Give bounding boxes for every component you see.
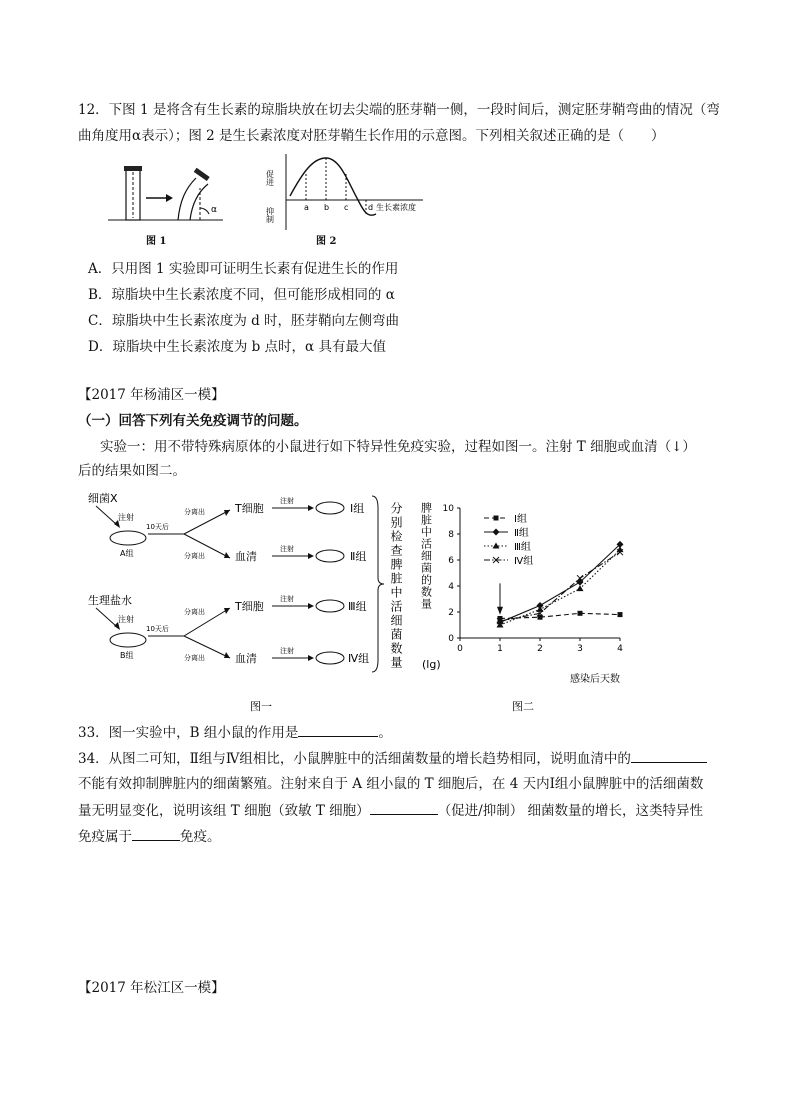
q12-stem-line1: 12．下图 1 是将含有生长素的琼脂块放在切去尖端的胚芽鞘一侧，一段时间后，测定胚芽鞘弯曲的情况（弯 — [78, 102, 720, 118]
chart-ytick-label: 10 — [442, 504, 454, 514]
mouse-group3-icon — [316, 600, 344, 612]
q12-option-b: B．琼脂块中生长素浓度不同，但可能形成相同的 α — [88, 287, 395, 303]
section1-intro-line1: 实验一：用不带特殊病原体的小鼠进行如下特异性免疫实验，过程如图一。注射 T 细胞或血清（↓） — [100, 439, 696, 455]
q33-prefix: 33．图一实验中，B 组小鼠的作用是 — [78, 725, 299, 741]
mouse-group1-icon — [316, 502, 344, 514]
q12-fig1-caption: 图 1 — [146, 236, 167, 247]
group2-label: Ⅱ组 — [350, 550, 367, 563]
t-cell-label-2: T细胞 — [235, 600, 264, 613]
chart-xlabel: 感染后天数 — [570, 674, 620, 685]
fig2-tick-b: b — [324, 203, 330, 212]
q12-fig2-caption: 图 2 — [316, 236, 337, 247]
t-cell-label-1: T细胞 — [235, 502, 264, 515]
chart-xtick-label: 4 — [617, 644, 623, 654]
q33-answer-blank[interactable] — [298, 722, 378, 737]
fig2-tick-d: d — [368, 203, 374, 212]
injection-arrow-head — [497, 607, 503, 615]
legend-label-2: Ⅱ组 — [514, 528, 529, 539]
inject-label-1: 注射 — [280, 497, 294, 505]
inject-label-a: 注射 — [118, 513, 134, 522]
separate-label-a1: 分离出 — [184, 508, 205, 516]
mouse-a-icon — [110, 531, 146, 545]
chart-caption: 图二 — [512, 700, 534, 713]
q34-answer-blank-1[interactable] — [631, 748, 707, 763]
inject-label-4: 注射 — [280, 647, 294, 655]
q12-option-a: A．只用图 1 实验即可证明生长素有促进生长的作用 — [88, 261, 399, 277]
source-b-label: 生理盐水 — [88, 594, 132, 607]
chart-xtick-label: 3 — [577, 644, 583, 654]
fig2-tick-c: c — [344, 203, 349, 212]
chart-series-line-1 — [500, 613, 620, 618]
infection-chart — [419, 488, 642, 718]
chart-xtick-label: 0 — [457, 644, 463, 654]
q34-line4 — [78, 826, 221, 847]
days-label-a: 10天后 — [146, 523, 169, 531]
q33-suffix: 。 — [378, 725, 392, 741]
mouse-group4-icon — [316, 652, 344, 664]
inject-label-b: 注射 — [118, 615, 134, 624]
chart-ytick-label: 6 — [448, 556, 454, 566]
inject-label-2: 注射 — [280, 545, 294, 553]
section1-header: 【2017 年杨浦区一模】 — [78, 387, 225, 403]
mouse-b-icon — [110, 633, 146, 647]
serum-label-1: 血清 — [235, 550, 257, 563]
mouse-b-label: B组 — [120, 651, 134, 660]
fig1-angle-label: α — [211, 205, 217, 215]
q12-option-d: D．琼脂块中生长素浓度为 b 点时，α 具有最大值 — [88, 339, 386, 355]
group1-label: Ⅰ组 — [350, 502, 365, 515]
q34-line4-prefix: 免疫属于 — [78, 829, 132, 845]
group4-label: Ⅳ组 — [348, 652, 370, 665]
section2-header: 【2017 年松江区一模】 — [78, 980, 225, 996]
fig2-tick-a: a — [304, 203, 309, 212]
chart-xtick-label: 1 — [497, 644, 503, 654]
source-a-label: 细菌X — [88, 492, 118, 505]
q34-line3-suffix: （促进/抑制） 细菌数量的增长，这类特异性 — [437, 803, 704, 819]
q34-line3 — [78, 800, 703, 821]
q34-answer-blank-2[interactable] — [370, 800, 438, 815]
experiment-flow-figure — [80, 488, 440, 718]
chart-ytick-label: 4 — [448, 582, 454, 592]
separate-label-a2: 分离出 — [184, 552, 205, 560]
q12-option-c: C．琼脂块中生长素浓度为 d 时，胚芽鞘向左侧弯曲 — [88, 313, 400, 329]
group3-label: Ⅲ组 — [348, 600, 367, 613]
serum-label-2: 血清 — [235, 652, 257, 665]
q33 — [78, 722, 392, 743]
q12-figure1 — [108, 160, 228, 250]
legend-label-3: Ⅲ组 — [514, 542, 531, 553]
figure1-side-label: 分别检查脾脏中活细菌数量 — [389, 502, 403, 670]
chart-point-1-3 — [578, 611, 583, 616]
days-label-b: 10天后 — [146, 625, 169, 633]
inject-label-3: 注射 — [280, 595, 294, 603]
separate-label-b1: 分离出 — [184, 608, 205, 616]
legend-marker-1 — [494, 516, 499, 521]
chart-ytick-label: 0 — [448, 634, 454, 644]
mouse-group2-icon — [316, 550, 344, 562]
fig2-y-top: 促进 — [265, 170, 275, 186]
chart-point-1-4 — [618, 612, 623, 617]
q34-answer-blank-3[interactable] — [132, 826, 180, 841]
q34-line1-prefix: 34．从图二可知，Ⅱ组与Ⅳ组相比，小鼠脾脏中的活细菌数量的增长趋势相同，说明血清中的 — [78, 751, 631, 767]
figure1-caption: 图一 — [250, 700, 272, 713]
q34-line4-suffix: 免疫。 — [180, 829, 221, 845]
chart-xtick-label: 2 — [537, 644, 543, 654]
chart-ylabel: 脾脏中活细菌的数量 — [419, 502, 433, 610]
legend-marker-2 — [493, 529, 500, 536]
mouse-a-label: A组 — [120, 549, 134, 558]
q34-line3-prefix: 量无明显变化，说明该组 T 细胞（致敏 T 细胞） — [78, 803, 370, 819]
q34-line1 — [78, 748, 707, 769]
section1-intro-line2: 后的结果如图二。 — [78, 463, 186, 479]
section1-title: （一）回答下列有关免疫调节的问题。 — [78, 413, 308, 429]
q34-line2: 不能有效抑制脾脏内的细菌繁殖。注射来自于 A 组小鼠的 T 细胞后，在 4 天内Ⅰ组小鼠脾脏中的活细菌数 — [78, 776, 704, 792]
fig2-y-bottom: 抑制 — [265, 207, 275, 223]
chart-yunit: (lg) — [422, 658, 441, 671]
chart-ytick-label: 2 — [448, 608, 454, 618]
separate-label-b2: 分离出 — [184, 654, 205, 662]
q12-figure2 — [265, 152, 428, 234]
legend-label-1: Ⅰ组 — [514, 514, 527, 525]
q12-stem-line2: 曲角度用α表示）；图 2 是生长素浓度对胚芽鞘生长作用的示意图。下列相关叙述正确的是（ ） — [78, 128, 665, 144]
chart-ytick-label: 8 — [448, 530, 454, 540]
legend-label-4: Ⅳ组 — [514, 556, 534, 567]
fig2-xlabel: 生长素浓度 — [376, 203, 416, 212]
